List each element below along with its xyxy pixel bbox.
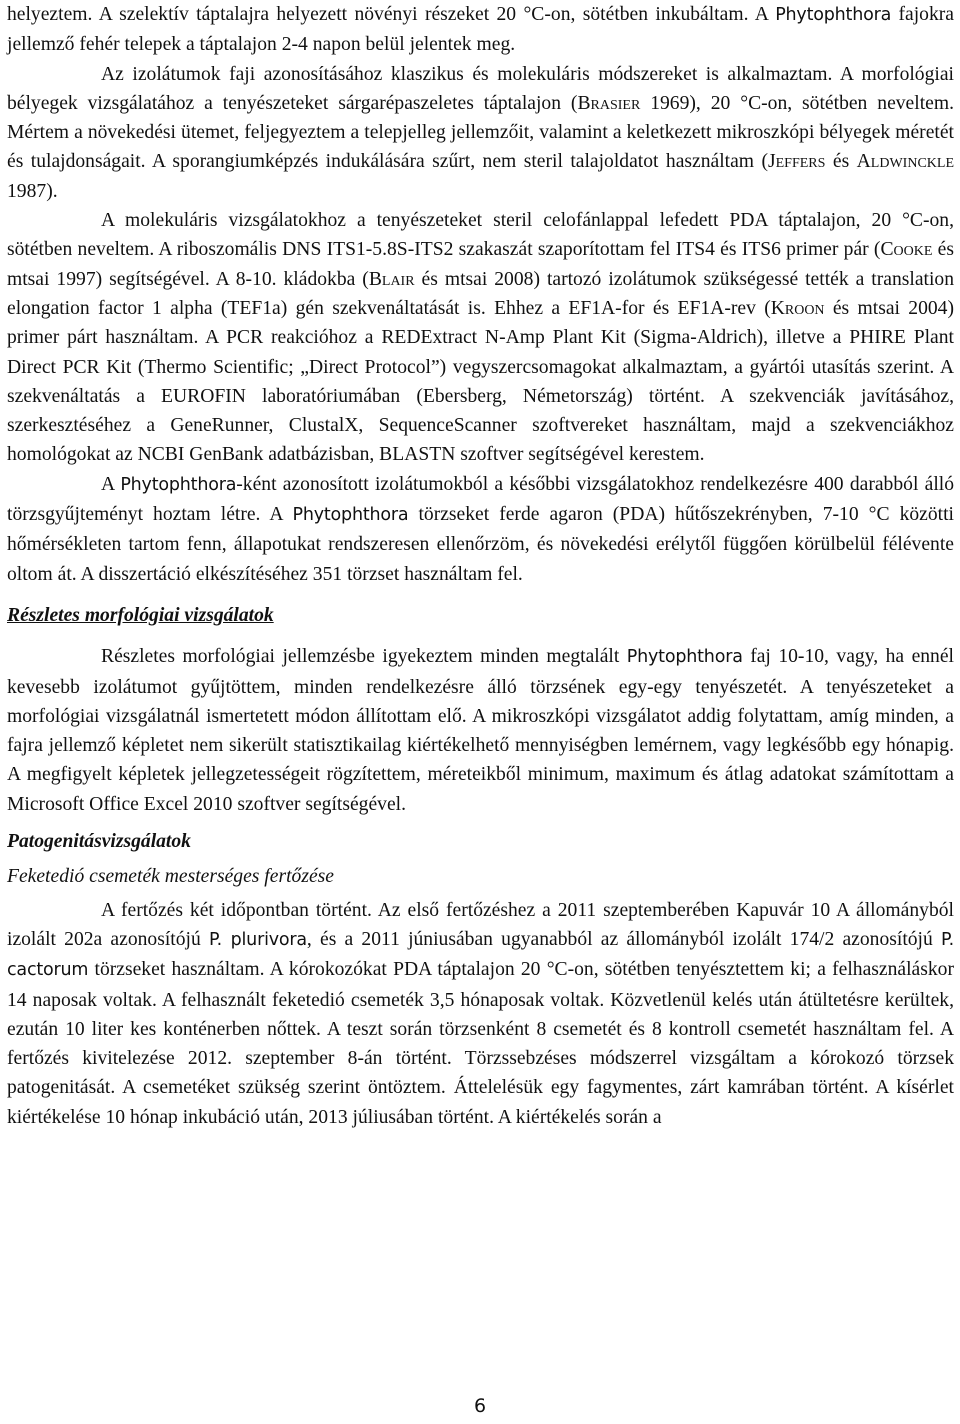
text-run: és bbox=[825, 151, 857, 173]
author-name: Kroon bbox=[770, 297, 825, 319]
species-name: P. plurivora bbox=[208, 929, 307, 950]
genus-name: Phytophthora bbox=[626, 647, 743, 668]
species-name: P. cactorum bbox=[7, 929, 954, 981]
paragraph bbox=[7, 0, 954, 60]
text-run: A fertőzés két időpontban történt. Az első fertőzéshez a 2011 szeptemberében Kapuvár 10 A állományból izolált 202a azonosítójú bbox=[7, 899, 954, 950]
paragraph bbox=[7, 60, 954, 206]
author-name: Jeffers bbox=[768, 151, 826, 173]
text-run: törzseket használtam. A kórokozókat PDA táptalajon 20 °C-on, sötétben tenyésztettem ki; a felhasználáskor 14 naposak voltak. A felhasznált feketedió csemeték 3,5 hónaposak voltak. Közvetlenül kelés után átültetésre kerültek, ezután 10 liter kes konténerben nőttek. A teszt során törzsenként 8 csemetét és 8 kontroll csemetét használtam fel. A fertőzés kivitelezése 2012. szeptember 8-án történt. Törzssebzéses módszerrel vizsgáltam a kórokozó törzsek patogenitását. A csemetéket szükség szerint öntöztem. Áttelelésük egy fagymentes, zárt kamrában történt. A kísérlet kiértékelése 10 hónap inkubáció után, 2013 júliusában történt. A kiértékelés során a bbox=[7, 959, 954, 1128]
text-run: és mtsai 1997) segítségével. A 8-10. kládokba ( bbox=[7, 239, 954, 290]
text-run: helyeztem. A szelektív táptalajra helyezett növényi részeket 20 °C-on, sötétben inkubáltam. A bbox=[7, 4, 776, 25]
author-name: Aldwinckle bbox=[856, 151, 954, 173]
text-run: fajokra jellemző fehér telepek a táptalajon 2-4 napon belül jelentek meg. bbox=[7, 4, 954, 56]
paragraph bbox=[7, 896, 954, 1132]
section-heading: Patogenitásvizsgálatok bbox=[7, 831, 191, 853]
genus-name: Phytophthora bbox=[120, 474, 237, 495]
text-run: Részletes morfológiai jellemzésbe igyekeztem minden megtalált bbox=[101, 646, 627, 668]
genus-name: Phytophthora bbox=[775, 5, 892, 25]
text-run: 1969), 20 °C-on, sötétben neveltem. Mértem a növekedési ütemet, feljegyeztem a telepjelleg jellemzőit, valamint a keletkezett mikroszkópi bélyegek méretét és tulajdonságait. A sporangiumképzés indukálására szűrt, nem steril talajoldatot használtam ( bbox=[7, 92, 954, 173]
text-run: , és a 2011 júniusában ugyanabból az állományból izolált 174/2 azonosítójú bbox=[306, 928, 941, 950]
genus-name: Phytophthora bbox=[292, 505, 409, 526]
paragraph bbox=[7, 206, 954, 470]
author-name: Cooke bbox=[880, 239, 933, 261]
text-run: és mtsai 2008) tartozó izolátumok szükségessé tették a translation elongation factor 1 alpha (TEF1a) gén szekvenáltatását is. Ehhez a EF1A-for és EF1A-rev ( bbox=[7, 268, 954, 319]
paragraph bbox=[7, 470, 954, 589]
text-run: és mtsai 2004) primer párt használtam. A PCR reakcióhoz a REDExtract N-Amp Plant Kit (Sigma-Aldrich), illetve a PHIRE Plant Direct PCR Kit (Thermo Scientific; „Direct Protocol”) vegyszercsomagokat alkalmaztam, a gyártói utasítás szerint. A szekvenáltatás a EUROFIN laboratóriumában (Ebersberg, Németország) történt. A szekvenciák javításához, szerkesztéséhez a GeneRunner, ClustalX, SequenceScanner szoftvereket használtam, majd a szekvenciákhoz homológokat az NCBI GenBank adatbázisban, BLASTN szoftver segítségével kerestem. bbox=[7, 297, 954, 466]
text-run: A molekuláris vizsgálatokhoz a tenyészeteket steril celofánlappal lefedett PDA táptalajon, 20 °C-on, sötétben neveltem. A riboszomális DNS ITS1-5.8S-ITS2 szakaszát szaporítottam fel ITS4 és ITS6 primer pár ( bbox=[7, 210, 954, 261]
text-run: faj 10-10, vagy, ha ennél kevesebb izolátumot gyűjtöttem, minden rendelkezésre álló törzsének egy-egy tenyészetét. A tenyészeteket a morfológiai vizsgálatnál ismertetett módon állítottam elő. A mikroszkópi vizsgálatot addig folytattam, amíg minden, a fajra jellemző képletet nem sikerült statisztikailag kiértékelhető mennyiségben lemérnem, vagy legkésőbb egy hónapig. A megfigyelt képletek jellegzetességeit rögzítettem, méreteikből minimum, maximum és átlag adatokat számítottam a Microsoft Office Excel 2010 szoftver segítségével. bbox=[7, 646, 954, 815]
text-run: -ként azonosított izolátumokból a későbbi vizsgálatokhoz rendelkezésre 400 darabból álló törzsgyűjteményt hoztam létre. A bbox=[7, 473, 955, 526]
text-run: törzseket ferde agaron (PDA) hűtőszekrényben, 7-10 °C közötti hőmérsékleten tartom fenn, állapotukat rendszeresen ellenőrzöm, és növekedési erélytől függően körülbelül félévente oltom át. A disszertáció elkészítéséhez 351 törzset használtam fel. bbox=[7, 504, 954, 585]
text-run: 1987). bbox=[7, 180, 58, 202]
text-run: Az izolátumok faji azonosításához klaszikus és molekuláris módszereket is alkalmaztam. A morfológiai bélyegek vizsgálatához a tenyészeteket sárgarépaszeletes táptalajon ( bbox=[7, 63, 954, 114]
section-heading: Részletes morfológiai vizsgálatok bbox=[7, 604, 274, 626]
author-name: Brasier bbox=[577, 92, 641, 114]
paragraph bbox=[7, 642, 954, 819]
author-name: Blair bbox=[368, 268, 415, 290]
subsection-heading: Feketedió csemeték mesterséges fertőzése bbox=[7, 866, 334, 888]
page-number: 6 bbox=[473, 1395, 487, 1417]
text-run: A bbox=[101, 473, 121, 495]
